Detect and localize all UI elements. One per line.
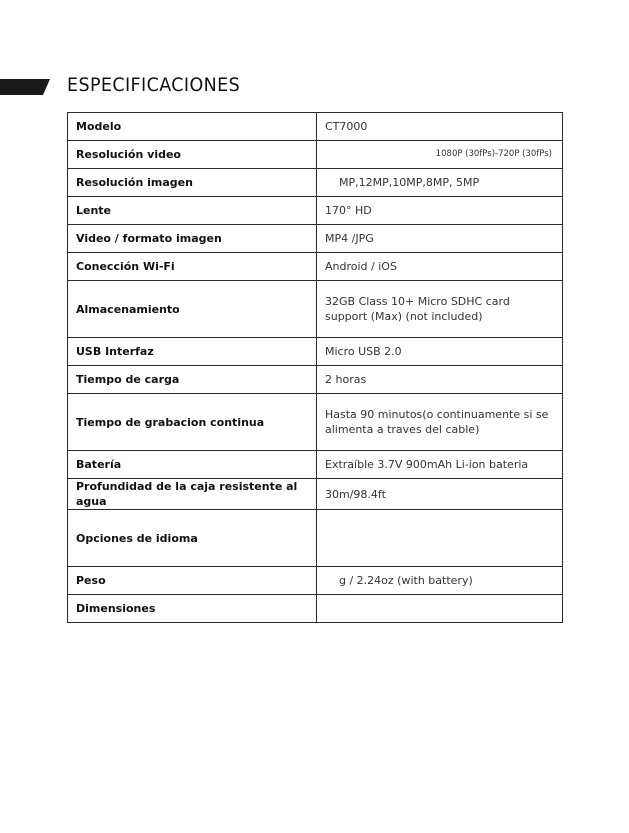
spec-value: 30m/98.4ft [317, 479, 563, 510]
table-row [68, 567, 563, 595]
spec-label: USB Interfaz [68, 338, 317, 366]
spec-value-line: alimenta a traves del cable) [325, 423, 480, 436]
table-row [68, 197, 563, 225]
table-row [68, 141, 563, 169]
spec-value-line: support (Max) (not included) [325, 310, 483, 323]
spec-label: Conección Wi-Fi [68, 253, 317, 281]
table-row [68, 366, 563, 394]
spec-value [317, 394, 563, 451]
spec-value: Micro USB 2.0 [317, 338, 563, 366]
table-row [68, 113, 563, 141]
spec-label: Modelo [68, 113, 317, 141]
table-row [68, 510, 563, 567]
spec-label: Tiempo de carga [68, 366, 317, 394]
specifications-table [67, 112, 563, 623]
table-row [68, 225, 563, 253]
spec-label: Lente [68, 197, 317, 225]
spec-label: Resolución imagen [68, 169, 317, 197]
spec-label: Opciones de idioma [68, 510, 317, 567]
spec-value: g / 2.24oz (with battery) [317, 567, 563, 595]
spec-value [317, 510, 563, 567]
table-row [68, 451, 563, 479]
spec-label: Almacenamiento [68, 281, 317, 338]
page-title: ESPECIFICACIONES [67, 75, 241, 97]
spec-value: Android / iOS [317, 253, 563, 281]
table-row [68, 479, 563, 510]
table-row [68, 253, 563, 281]
spec-value-line: 32GB Class 10+ Micro SDHC card [325, 295, 510, 308]
spec-value: MP,12MP,10MP,8MP, 5MP [317, 169, 563, 197]
spec-value [317, 595, 563, 623]
spec-label: Peso [68, 567, 317, 595]
spec-label: Profundidad de la caja resistente al agua [68, 479, 317, 510]
spec-label: Dimensiones [68, 595, 317, 623]
spec-value: 1080P (30fPs)-720P (30fPs) [317, 141, 563, 169]
table-row [68, 281, 563, 338]
spec-label: Batería [68, 451, 317, 479]
spec-value: MP4 /JPG [317, 225, 563, 253]
spec-label: Resolución video [68, 141, 317, 169]
spec-label: Tiempo de grabacion continua [68, 394, 317, 451]
spec-value: 170° HD [317, 197, 563, 225]
spec-value [317, 281, 563, 338]
table-row [68, 338, 563, 366]
table-row [68, 595, 563, 623]
spec-value: CT7000 [317, 113, 563, 141]
spec-value: 2 horas [317, 366, 563, 394]
spec-value: Extraíble 3.7V 900mAh Li-ion bateria [317, 451, 563, 479]
table-row [68, 169, 563, 197]
section-tab-marker [0, 79, 50, 95]
spec-value-line: Hasta 90 minutos(o continuamente si se [325, 408, 549, 421]
table-row [68, 394, 563, 451]
spec-label: Video / formato imagen [68, 225, 317, 253]
